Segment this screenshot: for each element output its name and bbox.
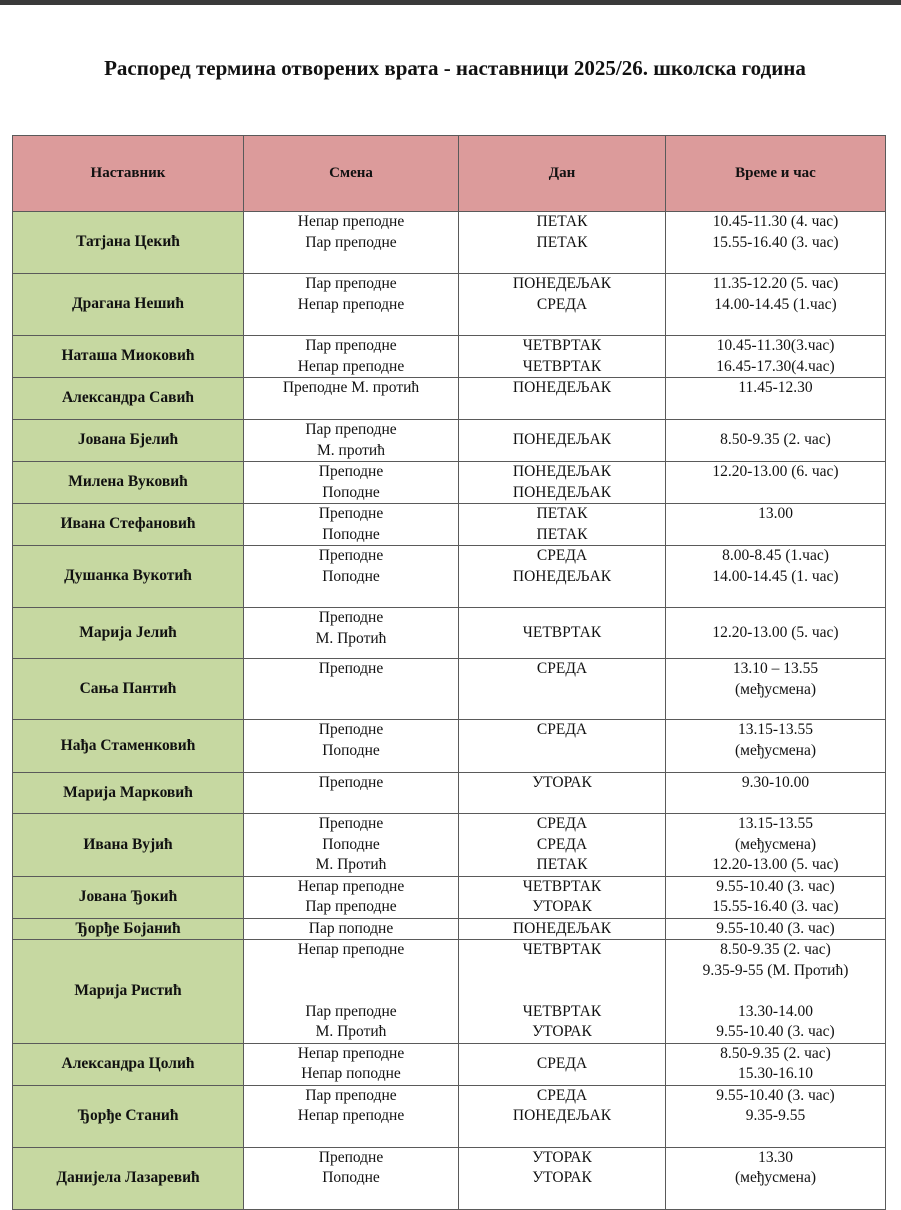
time-line: [666, 981, 885, 1002]
shift-line: Преподне М. протић: [282, 379, 420, 396]
time-line: 8.50-9.35 (2. час): [720, 941, 831, 958]
day-line: ПЕТАК: [536, 213, 588, 230]
time-line: 15.55-16.40 (3. час): [712, 898, 839, 915]
shift-line: Непар поподне: [301, 1065, 401, 1082]
day-line: УТОРАК: [532, 774, 592, 791]
day-cell: [459, 420, 666, 462]
shift-line: Непар преподне: [297, 357, 405, 375]
time-cell: [666, 918, 886, 940]
day-cell: [459, 336, 666, 378]
time-line: 13.15-13.55: [738, 815, 813, 832]
day-line: ЧЕТВРТАК: [522, 877, 602, 895]
shift-cell: [244, 940, 459, 1044]
day-cell: [459, 378, 666, 420]
shift-line: Поподне: [322, 835, 380, 853]
shift-line: Преподне: [318, 774, 384, 791]
shift-line: Поподне: [322, 483, 380, 501]
shift-cell: [244, 876, 459, 918]
table-row: [13, 504, 886, 546]
time-cell: [666, 814, 886, 877]
shift-cell: [244, 659, 459, 720]
time-line: 10.45-11.30 (4. час): [712, 213, 839, 230]
day-line: ПЕТАК: [536, 505, 588, 522]
shift-cell: [244, 608, 459, 659]
table-row: [13, 608, 886, 659]
table-row: [13, 378, 886, 420]
table-row: [13, 918, 886, 940]
day-line: [459, 961, 665, 982]
time-line: 14.00-14.45 (1.час): [714, 295, 837, 313]
time-cell: [666, 1147, 886, 1209]
day-cell: [459, 546, 666, 608]
time-line: 12.20-13.00 (5. час): [712, 623, 839, 641]
shift-line: Пар преподне: [305, 275, 397, 292]
table-row: [13, 940, 886, 1044]
shift-cell: [244, 773, 459, 814]
schedule-body: [13, 212, 886, 1210]
day-line: ПОНЕДЕЉАК: [512, 431, 612, 449]
teacher-name: Данијела Лазаревић: [13, 1147, 244, 1209]
shift-line: Поподне: [322, 525, 380, 543]
table-row: [13, 274, 886, 336]
header-row: [13, 136, 886, 212]
shift-cell: [244, 462, 459, 504]
teacher-name: Александра Савић: [13, 378, 244, 420]
time-line: 9.35-9.55: [745, 1107, 806, 1124]
time-cell: [666, 940, 886, 1044]
table-row: [13, 336, 886, 378]
shift-line: Преподне: [318, 815, 384, 832]
shift-line: Преподне: [318, 505, 384, 522]
shift-line: [244, 981, 458, 1002]
day-line: СРЕДА: [536, 1054, 588, 1072]
day-line: ПОНЕДЕЉАК: [512, 483, 612, 501]
table-row: [13, 1085, 886, 1147]
shift-line: М. Протић: [315, 629, 387, 647]
day-cell: [459, 212, 666, 274]
shift-line: Непар преподне: [297, 295, 405, 313]
shift-line: Непар преподне: [297, 1107, 405, 1124]
header-day: Дан: [459, 136, 666, 212]
shift-line: Пар преподне: [305, 1002, 397, 1020]
shift-cell: [244, 918, 459, 940]
time-line: 16.45-17.30(4.час): [716, 357, 835, 375]
day-cell: [459, 608, 666, 659]
day-line: ПЕТАК: [536, 525, 588, 543]
shift-cell: [244, 504, 459, 546]
table-row: [13, 814, 886, 877]
shift-line: Непар преподне: [297, 877, 405, 895]
shift-cell: [244, 378, 459, 420]
time-line: 15.55-16.40 (3. час): [712, 233, 839, 251]
day-cell: [459, 462, 666, 504]
shift-cell: [244, 814, 459, 877]
day-cell: [459, 274, 666, 336]
day-line: СРЕДА: [536, 721, 588, 738]
day-line: ЧЕТВРТАК: [522, 623, 602, 641]
day-line: ЧЕТВРТАК: [522, 337, 602, 354]
teacher-name: Ђорђе Станић: [13, 1085, 244, 1147]
time-line: 9.55-10.40 (3. час): [716, 877, 835, 895]
day-line: ПЕТАК: [536, 856, 588, 873]
time-cell: [666, 336, 886, 378]
table-row: [13, 1147, 886, 1209]
shift-line: Поподне: [322, 1169, 380, 1186]
shift-line: Преподне: [318, 1148, 384, 1166]
time-cell: [666, 659, 886, 720]
day-line: ПОНЕДЕЉАК: [512, 463, 612, 480]
table-row: [13, 773, 886, 814]
time-cell: [666, 876, 886, 918]
shift-line: Непар преподне: [297, 213, 405, 230]
shift-line: Преподне: [318, 721, 384, 738]
time-cell: [666, 212, 886, 274]
day-cell: [459, 918, 666, 940]
time-cell: [666, 1085, 886, 1147]
time-line: 11.45-12.30: [738, 379, 813, 396]
teacher-name: Марија Ристић: [13, 940, 244, 1044]
teacher-name: Татјана Цекић: [13, 212, 244, 274]
shift-line: Преподне: [318, 463, 384, 480]
time-line: (међусмена): [735, 835, 816, 853]
day-line: СРЕДА: [536, 835, 588, 853]
day-line: УТОРАК: [532, 1169, 592, 1186]
time-line: 9.55-10.40 (3. час): [716, 1023, 835, 1040]
day-line: СРЕДА: [536, 547, 588, 564]
teacher-name: Нађа Стаменковић: [13, 720, 244, 773]
day-line: ПЕТАК: [536, 233, 588, 251]
day-line: ЧЕТВРТАК: [522, 941, 602, 958]
shift-line: Непар преподне: [297, 1044, 405, 1062]
shift-cell: [244, 1147, 459, 1209]
shift-line: Поподне: [322, 567, 380, 585]
teacher-name: Наташа Миоковић: [13, 336, 244, 378]
day-cell: [459, 773, 666, 814]
time-line: 9.35-9-55 (М. Протић): [702, 961, 849, 979]
day-line: УТОРАК: [532, 1023, 592, 1040]
header-shift: Смена: [244, 136, 459, 212]
time-cell: [666, 504, 886, 546]
shift-line: Пар преподне: [305, 1086, 397, 1104]
time-line: 9.55-10.40 (3. час): [716, 1086, 835, 1104]
day-line: [459, 981, 665, 1002]
time-line: 9.30-10.00: [741, 774, 810, 791]
day-cell: [459, 1147, 666, 1209]
top-border: [0, 0, 901, 5]
shift-line: Пар поподне: [308, 919, 394, 937]
time-line: 13.30-14.00: [738, 1002, 813, 1020]
day-line: СРЕДА: [536, 1086, 588, 1104]
time-line: 15.30-16.10: [738, 1065, 813, 1082]
shift-cell: [244, 420, 459, 462]
time-line: 8.50-9.35 (2. час): [720, 431, 831, 449]
shift-line: Непар преподне: [297, 941, 405, 958]
time-line: (међусмена): [735, 1169, 816, 1186]
day-cell: [459, 1043, 666, 1085]
day-line: ПОНЕДЕЉАК: [512, 379, 612, 396]
time-cell: [666, 720, 886, 773]
day-line: ПОНЕДЕЉАК: [512, 567, 612, 585]
shift-cell: [244, 274, 459, 336]
table-row: [13, 720, 886, 773]
day-cell: [459, 504, 666, 546]
day-line: УТОРАК: [532, 1148, 592, 1166]
schedule-table: [12, 135, 886, 1210]
time-line: (међусмена): [735, 680, 816, 698]
header-time: Време и час: [666, 136, 886, 212]
day-cell: [459, 940, 666, 1044]
shift-cell: [244, 336, 459, 378]
table-row: [13, 212, 886, 274]
day-line: СРЕДА: [536, 660, 588, 677]
shift-line: Преподне: [318, 547, 384, 564]
shift-cell: [244, 212, 459, 274]
time-line: 13.00: [758, 505, 793, 522]
time-line: 8.50-9.35 (2. час): [720, 1044, 831, 1062]
table-row: [13, 462, 886, 504]
teacher-name: Сања Пантић: [13, 659, 244, 720]
teacher-name: Драгана Нешић: [13, 274, 244, 336]
page-title: Распоред термина отворених врата - наставници 2025/26. школска година: [104, 56, 806, 80]
day-cell: [459, 876, 666, 918]
time-cell: [666, 773, 886, 814]
shift-line: Пар преподне: [305, 337, 397, 354]
day-line: ПОНЕДЕЉАК: [512, 919, 612, 937]
shift-cell: [244, 720, 459, 773]
time-line: (међусмена): [735, 741, 816, 759]
shift-cell: [244, 1043, 459, 1085]
day-line: СРЕДА: [536, 295, 588, 313]
day-cell: [459, 814, 666, 877]
teacher-name: Душанка Вукотић: [13, 546, 244, 608]
time-line: 12.20-13.00 (6. час): [712, 463, 839, 480]
shift-line: Преподне: [318, 609, 384, 626]
day-cell: [459, 1085, 666, 1147]
day-cell: [459, 720, 666, 773]
shift-line: Пар преподне: [305, 421, 397, 438]
time-line: 13.15-13.55: [738, 721, 813, 738]
teacher-name: Ивана Вујић: [13, 814, 244, 877]
teacher-name: Марија Јелић: [13, 608, 244, 659]
shift-line: М. Протић: [315, 856, 387, 873]
shift-line: М. Протић: [315, 1023, 387, 1040]
time-cell: [666, 1043, 886, 1085]
time-cell: [666, 462, 886, 504]
day-line: ПОНЕДЕЉАК: [512, 1107, 612, 1124]
teacher-name: Александра Цолић: [13, 1043, 244, 1085]
day-line: ЧЕТВРТАК: [522, 357, 602, 375]
teacher-name: Јована Бјелић: [13, 420, 244, 462]
time-line: 14.00-14.45 (1. час): [712, 567, 839, 585]
table-row: [13, 420, 886, 462]
time-line: 13.10 – 13.55: [732, 660, 819, 677]
shift-line: [244, 961, 458, 982]
table-row: [13, 659, 886, 720]
day-line: ЧЕТВРТАК: [522, 1002, 602, 1020]
shift-line: М. протић: [317, 441, 385, 459]
teacher-name: Јована Ђокић: [13, 876, 244, 918]
teacher-name: Ивана Стефановић: [13, 504, 244, 546]
time-cell: [666, 378, 886, 420]
shift-line: Пар преподне: [305, 898, 397, 915]
time-line: 9.55-10.40 (3. час): [716, 919, 835, 937]
teacher-name: Ђорђе Бојанић: [13, 918, 244, 940]
day-line: ПОНЕДЕЉАК: [512, 275, 612, 292]
shift-cell: [244, 1085, 459, 1147]
day-cell: [459, 659, 666, 720]
shift-line: Поподне: [322, 741, 380, 759]
time-cell: [666, 274, 886, 336]
shift-line: Пар преподне: [305, 233, 397, 251]
table-row: [13, 1043, 886, 1085]
teacher-name: Милена Вуковић: [13, 462, 244, 504]
shift-line: Преподне: [318, 660, 384, 677]
header-teacher: Наставник: [13, 136, 244, 212]
time-line: 13.30: [758, 1148, 793, 1166]
time-line: 12.20-13.00 (5. час): [712, 856, 839, 873]
shift-cell: [244, 546, 459, 608]
time-cell: [666, 608, 886, 659]
time-line: 10.45-11.30(3.час): [716, 337, 835, 354]
time-line: 8.00-8.45 (1.час): [722, 547, 829, 564]
day-line: УТОРАК: [532, 898, 592, 915]
table-row: [13, 876, 886, 918]
teacher-name: Марија Марковић: [13, 773, 244, 814]
time-cell: [666, 546, 886, 608]
table-row: [13, 546, 886, 608]
time-line: 11.35-12.20 (5. час): [712, 275, 839, 292]
time-cell: [666, 420, 886, 462]
day-line: СРЕДА: [536, 815, 588, 832]
